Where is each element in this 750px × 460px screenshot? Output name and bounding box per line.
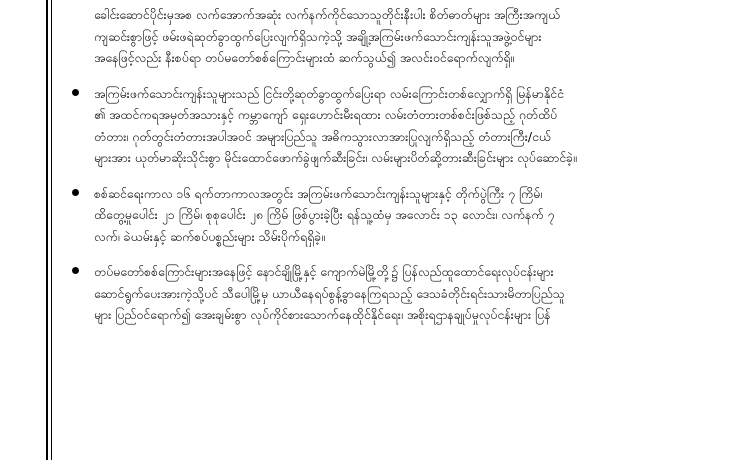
document-body bbox=[66, 0, 726, 460]
bullet-icon bbox=[72, 267, 79, 274]
text-line: အနေဖြင့်လည်း နီးစပ်ရာ တပ်မတော်စစ်ကြောင်းများထံ ဆက်သွယ်၍ အလင်းဝင်ရောက်လျက်ရှိ။ bbox=[94, 50, 515, 65]
text-line: ခေါင်းဆောင်ပိုင်းမှအစ လက်အောက်အဆုံး လက်နက်ကိုင်သောသူတိုင်းနီးပါး စိတ်ဓာတ်များ အကြီးအကျယ် bbox=[94, 7, 561, 22]
paragraph-3 bbox=[66, 183, 726, 248]
text-line: တံတား၊ ဂုတ်တွင်းတံတားအပါအဝင် အများပြည်သူ အဓိကသွားလာအားပြုလျက်ရှိသည့် တံတားကြီး/ငယ် bbox=[94, 128, 551, 144]
paragraph-4 bbox=[66, 261, 726, 326]
text-line: ထိတွေ့မှုပေါင်း ၂၁ ကြိမ်၊ စုစုပေါင်း ၂၈ ကြိမ် ဖြစ်ပွားခဲ့ပြီး ရန်သူ့ထံမှ အလောင်း ၁၃ လောင်း၊ လက်နက် ၇ bbox=[94, 207, 555, 222]
text-line: တပ်မတော်စစ်ကြောင်းများအနေဖြင့် နောင်ချိုမြို့နှင့် ကျောက်မဲမြို့တို့၌ ပြန်လည်ထူထောင်ရေးလုပ်ငန်းများ bbox=[94, 264, 554, 279]
page-border-left-outer bbox=[46, 0, 48, 460]
page-border-left-inner bbox=[51, 0, 52, 460]
paragraph-1 bbox=[66, 4, 726, 69]
text-line: အကြမ်းဖက်သောင်းကျန်းသူများသည် ငြင်းတို့ဆုတ်ခွာထွက်ပြေးရာ လမ်းကြောင်းတစ်လျှောက်ရှိ မြန်မာနိုင်ငံ bbox=[94, 85, 564, 101]
text-line: များအား ယုတ်မာဆိုးသိုင်းစွာ မိုင်းထောင်ဖောက်ခွဲဖျက်ဆီးခြင်း၊ လမ်းများပိတ်ဆို့တားဆီးခြင်းများ လုပ်ဆောင်ခဲ့။ bbox=[94, 150, 577, 165]
text-line: စစ်ဆင်ရေးကာလ ၁၆ ရက်တာကာလအတွင်း အကြမ်းဖက်သောင်းကျန်းသူများနှင့် တိုက်ပွဲကြီး ၇ ကြိမ်၊ bbox=[94, 185, 543, 201]
text-line: လက်၊ ခဲယမ်းနှင့် ဆက်စပ်ပစ္စည်းများ သိမ်းပိုက်ရရှိခဲ့။ bbox=[94, 228, 325, 244]
text-line: ဆောင်ရွက်ပေးအားကဲ့သို့ပင် သီပေါမြို့မှ ယာယီနေရပ်စွန့်ခွာနေကြရသည့် ဒေသခံတိုင်းရင်းသားမိတာပြည်သူ bbox=[94, 285, 565, 301]
text-line: များ ပြည်ဝင်ရောက်၍ အေးချမ်းစွာ လုပ်ကိုင်စားသောက်နေထိုင်နိုင်ရေး၊ အစိုးရဌာနချုပ်မှုလုပ်ငန်းများ ပြန် bbox=[94, 307, 551, 322]
bullet-icon bbox=[72, 189, 79, 196]
paragraph-2 bbox=[66, 83, 726, 169]
text-line: ကျဆင်းစွာဖြင့် ဖမ်းဖရဲဆုတ်ခွာထွက်ပြေးလျက်ရှိသကဲ့သို့ အချို့အကြမ်းဖက်သောင်းကျန်းသူအဖွဲ့ဝင်များ bbox=[94, 28, 542, 44]
bullet-icon bbox=[72, 89, 79, 96]
text-line: ၏ အထင်ကရအမှတ်အသားနှင့် ကမ္ဘာကျော် ရှေးဟောင်းမီးရထား လမ်းတံတားတစ်စင်းဖြစ်သည့် ဂုတ်ထိပ် bbox=[94, 107, 558, 122]
